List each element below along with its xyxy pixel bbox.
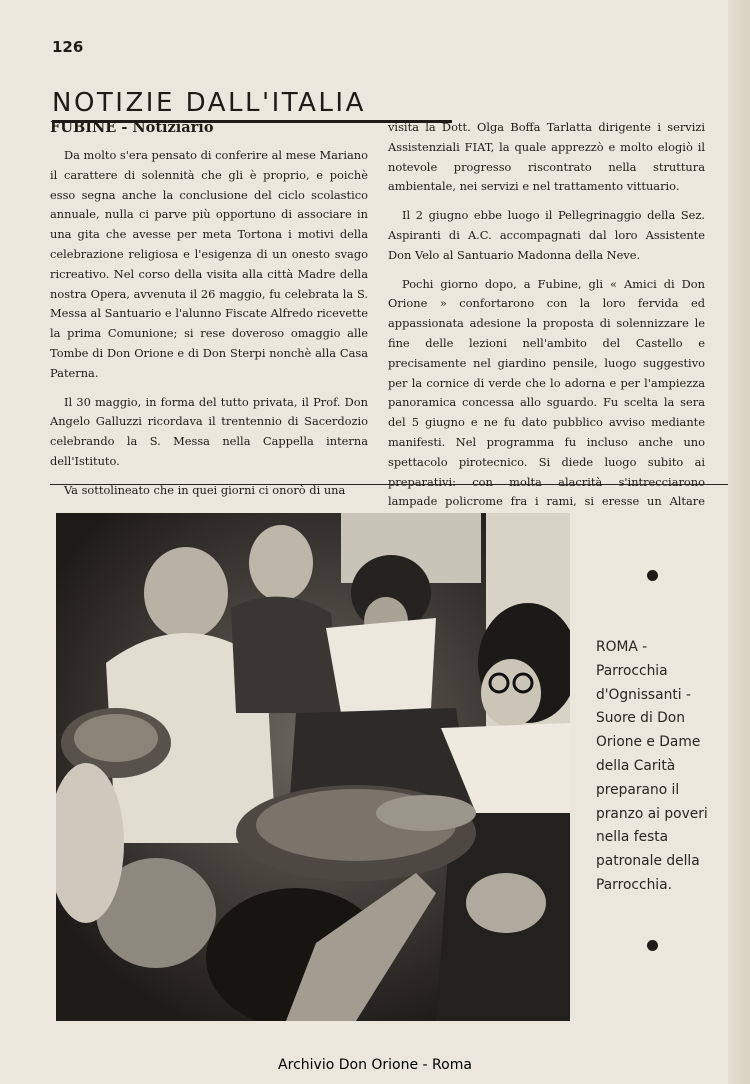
photo-caption: ROMA - Parrocchia d'Ognissanti - Suore di Don Orione e Dame della Carità preparano il pranzo ai poveri nella festa patronale della Parrocchia. (596, 639, 708, 893)
section-divider (50, 484, 728, 485)
article-left-column (50, 118, 368, 510)
article-paragraph: Va sottolineato che in quei giorni ci onorò di una (64, 482, 346, 497)
bullet-bottom (647, 940, 658, 951)
article-paragraph: Il 2 giugno ebbe luogo il Pellegrinaggio della Sez. Aspiranti di A.C. accompagnati dal loro Assistente Don Velo al Santuario Madonna della Neve. (388, 208, 705, 262)
article-paragraph: Il 30 maggio, in forma del tutto privata, il Prof. Don Angelo Galluzzi ricordava il trentennio di Sacerdozio celebrando la S. Messa nella Cappella interna dell'Istituto. (50, 394, 368, 468)
page-number: 126 (52, 38, 84, 56)
page-edge (728, 0, 750, 1084)
article-right-column (388, 118, 705, 541)
article-paragraph: visita la Dott. Olga Boffa Tarlatta dirigente i servizi Assistenziali FIAT, la quale apprezzò e molto elogiò il notevole progresso riscontrato nella struttura ambientale, nei servizi e nel trattamento vittuario. (388, 120, 705, 194)
bullet-top (647, 570, 658, 581)
article-heading: FUBINE - Notiziario (50, 119, 214, 136)
article-paragraph: Pochi giorno dopo, a Fubine, gli « Amici di Don Orione » confortarono con la loro fervida ed appassionata adesione la proposta di solennizzare le fine delle lezioni nell'ambito del Castello e precisamente nel giardino pensile, luogo suggestivo per la cornice di verde che lo adorna e per l'ampiezza panoramica concessa allo sguardo. Fu scelta la sera del 5 giugno e ne fu dato pubblico avviso mediante manifesti. Nel programma fu incluso anche uno spettacolo pirotecnico. Si diede luogo subito ai preparativi: con molta alacrità s'intrecciarono lampade policrome fra i rami, si eresse un Altare (388, 276, 705, 509)
photo-nuns-serving-lunch (56, 513, 570, 1021)
article-paragraph: Da molto s'era pensato di conferire al mese Mariano il carattere di solennità che gli è proprio, e poichè esso segna anche la conclusione del ciclo scolastico annuale, nulla ci parve più opportuno di associare in una gita che avesse per meta Tortona i motivi della celebrazione religiosa e l'esigenza di un onesto svago ricreativo. Nel corso della visita alla città Madre della nostra Opera, avvenuta il 26 maggio, fu celebrata la S. Messa al Santuario e l'alunno Fiscate Alfredo ricevette la prima Comunione; si rese doveroso omaggio alle Tombe di Don Orione e di Don Sterpi nonchè alla Casa Paterna. (50, 148, 368, 380)
section-title: NOTIZIE DALL'ITALIA (52, 87, 452, 123)
archive-footer: Archivio Don Orione - Roma (278, 1057, 472, 1073)
